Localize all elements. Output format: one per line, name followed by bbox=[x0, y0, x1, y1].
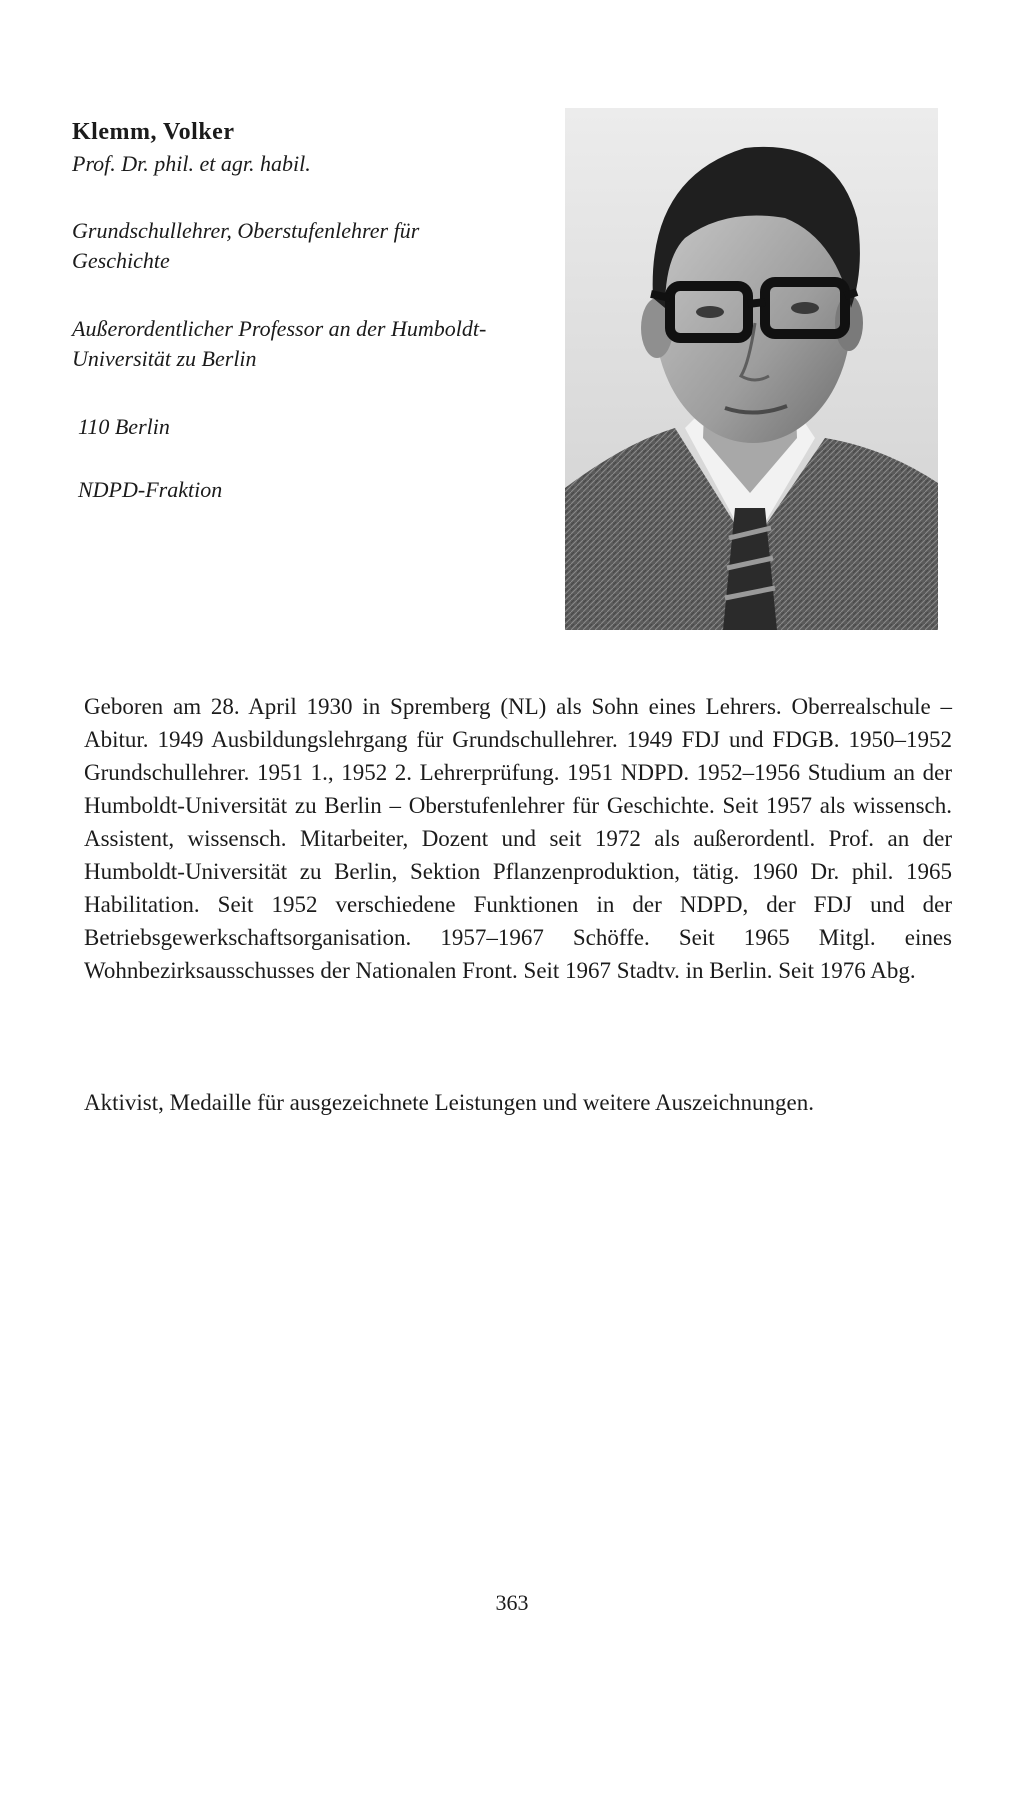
page-number: 363 bbox=[495, 1590, 529, 1615]
person-name: Klemm, Volker bbox=[72, 119, 235, 145]
portrait-photo bbox=[565, 108, 938, 630]
academic-title: Prof. Dr. phil. et agr. habil. bbox=[72, 151, 311, 176]
awards-text: Aktivist, Medaille für ausgezeichnete Leistungen und weitere Auszeichnungen. bbox=[84, 1090, 815, 1115]
current-position: Außerordentlicher Professor an der Humboldt-Universität zu Berlin bbox=[72, 316, 487, 371]
portrait-illustration bbox=[565, 108, 938, 630]
entry-header bbox=[72, 118, 492, 178]
biography-text: Geboren am 28. April 1930 in Spremberg (NL) als Sohn eines Lehrers. Oberrealschule – Abitur. 1949 Ausbildungslehrgang für Grundschullehrer. 1949 FDJ und FDGB. 1950–1952 Grundschullehrer. 1951 1., 1952 2. Lehrerprüfung. 1951 NDPD. 1952–1956 Studium an der Humboldt-Universität zu Berlin – Oberstufenlehrer für Geschichte. Seit 1957 als wissensch. Assistent, wissensch. Mitarbeiter, Dozent und seit 1972 als außerordentl. Prof. an der Humboldt-Universität zu Berlin, Sektion Pflanzenproduktion, tätig. 1960 Dr. phil. 1965 Habilitation. Seit 1952 verschiedene Funktionen in der NDPD, der FDJ und der Betriebsgewerkschaftsorganisation. 1957–1967 Schöffe. Seit 1965 Mitgl. eines Wohnbezirksausschusses der Nationalen Front. Seit 1967 Stadtv. in Berlin. Seit 1976 Abg. bbox=[84, 694, 952, 983]
faction: NDPD-Fraktion bbox=[78, 477, 223, 502]
city: 110 Berlin bbox=[78, 414, 170, 439]
occupation: Grundschullehrer, Oberstufenlehrer für Geschichte bbox=[72, 218, 420, 273]
